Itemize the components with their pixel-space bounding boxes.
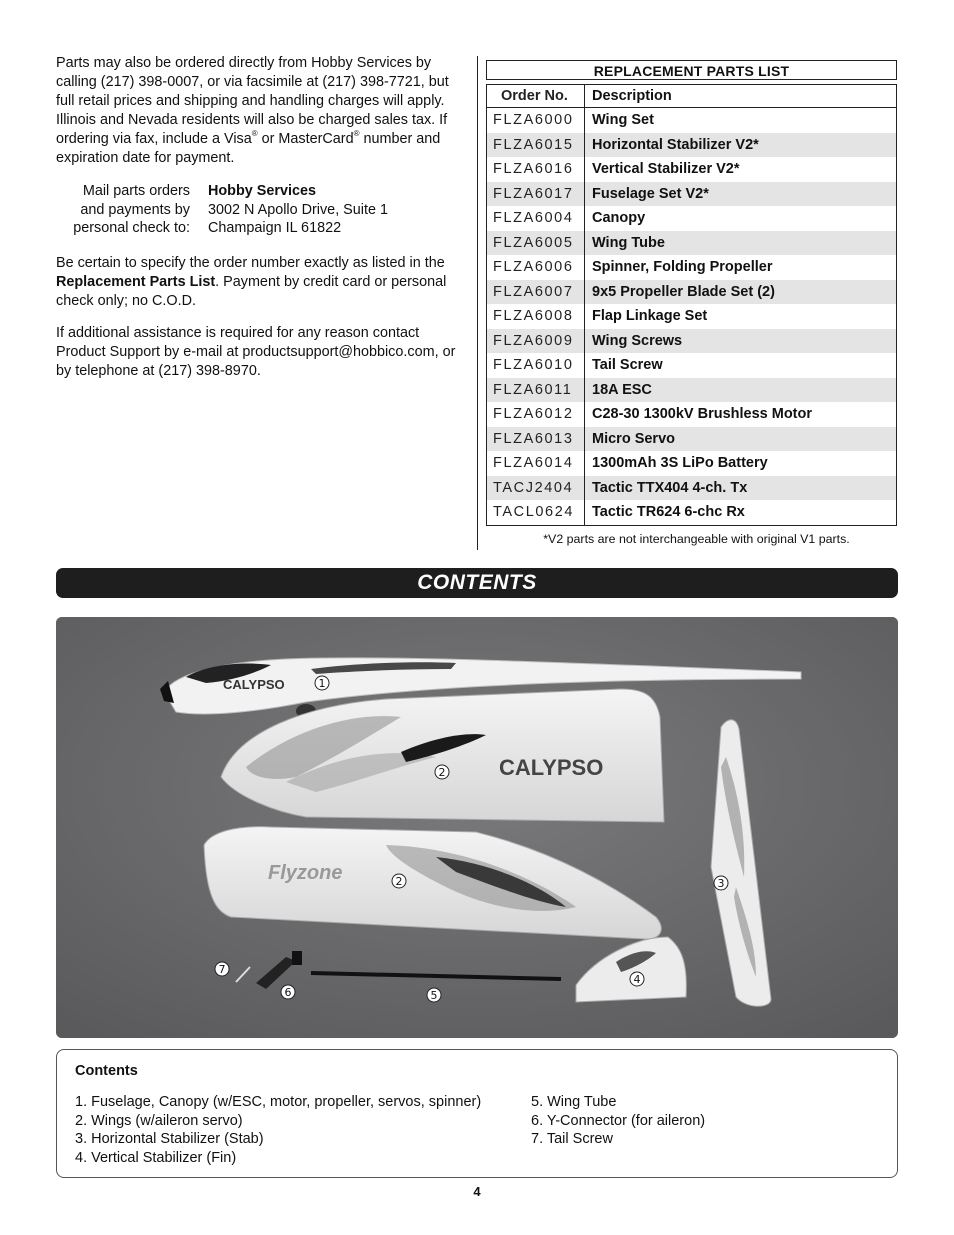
order-number-cell: FLZA6011 [487,378,585,403]
order-number-cell: TACJ2404 [487,476,585,501]
description-cell: C28-30 1300kV Brushless Motor [592,406,813,423]
svg-text:7: 7 [218,963,226,976]
contents-list-col2 [531,1093,705,1149]
description-cell: Micro Servo [585,427,896,452]
table-row [487,402,896,427]
svg-text:1: 1 [318,677,326,690]
table-row [487,353,896,378]
contents-title: Contents [75,1063,138,1079]
description-cell: Spinner, Folding Propeller [592,259,773,276]
support-note: If additional assistance is required for any reason contact Product Support by e-mail at productsupport@hobbico.com, or by telephone at (217) 398-8970. [56,324,456,379]
mail-orders-block [56,182,469,238]
list-item: 4. Vertical Stabilizer (Fin) [75,1149,237,1166]
order-number-cell: FLZA6007 [487,280,585,305]
column-divider [477,56,478,550]
description-cell: Wing Screws [585,329,896,354]
list-item: 3. Horizontal Stabilizer (Stab) [75,1131,264,1147]
mail-address: Hobby Services 3002 N Apollo Drive, Suite 1 Champaign IL 61822 [208,182,469,238]
table-row [487,182,896,207]
table-row [487,280,896,305]
list-item: 5. Wing Tube [531,1094,617,1110]
table-row [487,157,896,182]
svg-text:5: 5 [430,989,438,1002]
table-row [487,231,896,256]
parts-table-header [487,85,896,108]
order-number-cell: FLZA6010 [487,353,585,378]
contents-banner: CONTENTS [56,568,898,598]
parts-footnote: *V2 parts are not interchangeable with original V1 parts. [543,532,850,546]
table-row [487,133,896,158]
description-cell: Vertical Stabilizer V2* [592,161,740,178]
list-item: 6. Y-Connector (for aileron) [531,1112,706,1129]
order-number-note: Be certain to specify the order number exactly as listed in the Replacement Parts List. Payment by credit card or personal check only; no C.O.D. [56,254,447,309]
list-item: 1. Fuselage, Canopy (w/ESC, motor, propeller, servos, spinner) [75,1094,482,1110]
contents-list-col1 [75,1093,481,1167]
page-number: 4 [473,1184,481,1199]
mail-label: Mail parts orders and payments by personal check to: [73,183,190,236]
table-row [487,206,896,231]
svg-text:4: 4 [633,973,641,986]
svg-text:3: 3 [717,877,725,890]
description-cell: Tactic TR624 6-chc Rx [592,504,745,521]
description-cell: 9x5 Propeller Blade Set (2) [585,280,896,305]
description-cell: 1300mAh 3S LiPo Battery [592,455,768,472]
svg-text:CALYPSO: CALYPSO [223,677,285,692]
svg-text:2: 2 [395,875,403,888]
order-number-cell: FLZA6013 [487,427,585,452]
order-number-cell: TACL0624 [487,500,585,525]
description-cell: Flap Linkage Set [592,308,708,325]
description-cell: Fuselage Set V2* [585,182,896,207]
order-number-cell: FLZA6017 [487,182,585,207]
table-row [487,255,896,280]
svg-text:6: 6 [284,986,292,999]
table-row [487,108,896,133]
description-cell: Tactic TTX404 4-ch. Tx [585,476,896,501]
table-row [487,329,896,354]
parts-rows [487,108,896,525]
table-row [487,476,896,501]
replacement-parts-list [486,60,897,526]
table-row [487,427,896,452]
description-cell: Horizontal Stabilizer V2* [585,133,896,158]
svg-text:CALYPSO: CALYPSO [499,755,604,780]
order-number-cell: FLZA6009 [487,329,585,354]
table-row [487,500,896,525]
order-number-cell: FLZA6000 [487,108,585,133]
description-cell: Wing Set [592,112,654,129]
order-number-cell: FLZA6005 [487,231,585,256]
svg-text:2: 2 [438,766,446,779]
list-item: 2. Wings (w/aileron servo) [75,1112,243,1129]
ordering-paragraph: Parts may also be ordered directly from Hobby Services by calling (217) 398-0007, or via facsimile at (217) 398-7721, but full retail prices and shipping and handling charges will apply. Illinois and Nevada residents will also be charged sales tax. If ordering via fax, include a Visa® or MasterCard® number and expiration date for payment. [56,55,449,166]
description-cell: Canopy [592,210,646,227]
parts-list-title: REPLACEMENT PARTS LIST [486,60,897,80]
order-number-cell: FLZA6012 [487,402,585,427]
company-name: Hobby Services [208,183,316,199]
order-number-cell: FLZA6008 [487,304,585,329]
contents-list-box [56,1049,898,1178]
order-number-cell: FLZA6015 [487,133,585,158]
table-row [487,451,896,476]
table-row [487,378,896,403]
order-number-cell: FLZA6006 [487,255,585,280]
ordering-info [56,54,469,381]
description-cell: Tail Screw [592,357,663,374]
order-number-cell: FLZA6004 [487,206,585,231]
order-number-cell: FLZA6014 [487,451,585,476]
list-item: 7. Tail Screw [531,1131,613,1147]
header-order-no: Order No. [487,85,585,107]
parts-table [486,84,897,526]
contents-photo [56,617,898,1038]
description-cell: 18A ESC [585,378,896,403]
svg-text:Flyzone: Flyzone [268,862,343,884]
order-number-cell: FLZA6016 [487,157,585,182]
table-row [487,304,896,329]
description-cell: Wing Tube [585,231,896,256]
header-description: Description [592,88,672,104]
